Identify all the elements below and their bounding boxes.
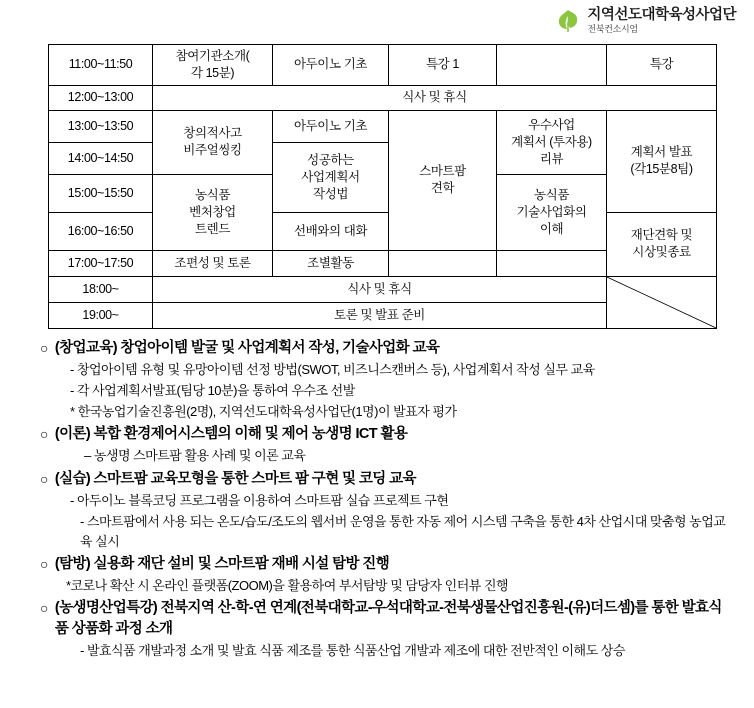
cell-agritech-understanding: [497, 174, 607, 250]
cell-meal-rest-2: 식사 및 휴식: [153, 276, 607, 302]
outline-subline: *코로나 확산 시 온라인 플랫폼(ZOOM)을 활용하여 부서탐방 및 담당자 인터뷰 진행: [66, 578, 509, 594]
cell-success-line3: 작성법: [312, 186, 349, 201]
outline-heading: [40, 554, 730, 575]
cell-excellent-line3: 리뷰: [539, 151, 564, 166]
outline-subline: - 각 사업계획서발표(팀당 10분)을 통하여 우수조 선발: [70, 383, 355, 399]
cell-intro-line2: 각 15분): [190, 65, 235, 80]
cell-success-line1: 성공하는: [307, 152, 354, 167]
cell-time: 14:00~14:50: [49, 142, 153, 174]
circle-bullet-icon: ○: [40, 556, 48, 573]
cell-foundation-line2: 시상및종료: [632, 245, 691, 260]
program-description-list: [40, 338, 730, 663]
cell-time: 12:00~13:00: [49, 85, 153, 110]
cell-team-discussion: 조편성 및 토론: [153, 250, 273, 276]
logo-text-block: [587, 8, 736, 35]
organization-logo: [555, 8, 736, 35]
cell-agritech-line3: 이해: [539, 221, 564, 236]
circle-bullet-icon: ○: [40, 426, 48, 443]
cell-team-activity: 조별활동: [273, 250, 389, 276]
cell-agri-line3: 트렌드: [194, 221, 231, 236]
cell-arduino-basic-1: 아두이노 기초: [273, 45, 389, 86]
circle-bullet-icon: ○: [40, 600, 48, 617]
logo-title: 지역선도대학육성사업단: [587, 7, 736, 23]
outline-title: (실습) 스마트팜 교육모형을 통한 스마트 팜 구현 및 코딩 교육: [54, 470, 416, 487]
outline-subline: - 창업아이템 유형 및 유망아이템 선정 방법(SWOT, 비즈니스캔버스 등), 사업계획서 작성 실무 교육: [70, 362, 595, 378]
table-row: [49, 85, 717, 110]
cell-discussion-prep: 토론 및 발표 준비: [153, 302, 607, 328]
table-row: [49, 110, 717, 142]
schedule-table-container: [48, 44, 716, 329]
cell-special-empty: [497, 45, 607, 86]
outline-subline: * 한국농업기술진흥원(2명), 지역선도대학육성사업단(1명)이 발표자 평가: [70, 404, 457, 420]
cell-agri-line2: 벤처창업: [189, 204, 236, 219]
list-item: [40, 598, 730, 661]
cell-time: 18:00~: [49, 276, 153, 302]
outline-title: (농생명산업특강) 전북지역 산-학-연 연계(전북대학교-우석대학교-전북생물산업진흥원-(유)더드셈)를 통한 발효식품 상품화 과정 소개: [54, 600, 722, 638]
cell-time: 16:00~16:50: [49, 212, 153, 250]
list-item: [40, 554, 730, 596]
cell-time: 15:00~15:50: [49, 174, 153, 212]
leaf-logo-icon: [555, 8, 581, 34]
cell-creative-line2: 비주얼씽킹: [183, 143, 242, 158]
cell-foundation-tour-award: [607, 212, 717, 276]
cell-creative-thinking: [153, 110, 273, 174]
cell-special: 특강: [607, 45, 717, 86]
outline-subline: – 농생명 스마트팜 활용 사례 및 이론 교육: [84, 448, 306, 464]
cell-creative-line1: 창의적사고: [183, 126, 242, 141]
circle-bullet-icon: ○: [40, 470, 48, 487]
cell-agritech-line1: 농식품: [533, 187, 570, 202]
table-row: [49, 212, 717, 250]
list-item: [40, 469, 730, 552]
cell-empty-2: [497, 250, 607, 276]
cell-arduino-basic-2: 아두이노 기초: [273, 110, 389, 142]
outline-title: (이론) 복합 환경제어시스템의 이해 및 제어 농생명 ICT 활용: [54, 426, 408, 443]
cell-empty-1: [389, 250, 497, 276]
cell-time: 11:00~11:50: [49, 45, 153, 86]
list-item: [40, 424, 730, 466]
outline-subline: - 스마트팜에서 사용 되는 온도/습도/조도의 웹서버 운영을 통한 자동 제어 시스템 구축을 통한 4차 산업시대 맞춤형 농업교육 실시: [80, 513, 726, 549]
cell-plan-present-line1: 계획서 발표: [630, 145, 693, 160]
cell-intro-line1: 참여기관소개(: [175, 49, 250, 63]
outline-title: (탐방) 실용화 재단 설비 및 스마트팜 재배 시설 탐방 진행: [54, 556, 390, 573]
table-row: [49, 276, 717, 302]
cell-time: 19:00~: [49, 302, 153, 328]
schedule-table: [48, 44, 717, 329]
cell-special-1: 특강 1: [389, 45, 497, 86]
cell-excellent-line2: 계획서 (투자용): [511, 134, 592, 149]
cell-smartfarm-line1: 스마트팜: [419, 164, 466, 179]
cell-agri-venture-trend: [153, 174, 273, 250]
list-item: [40, 338, 730, 422]
circle-bullet-icon: ○: [40, 340, 48, 356]
outline-heading: [40, 338, 730, 359]
cell-plan-present-line2: (각15분8팀): [630, 162, 693, 177]
cell-senior-talk: 선배와의 대화: [273, 212, 389, 250]
cell-smartfarm-tour: [389, 110, 497, 250]
cell-excellent-line1: 우수사업: [528, 117, 575, 132]
outline-heading: [40, 598, 730, 640]
cell-meal-rest-1: 식사 및 휴식: [153, 85, 717, 110]
outline-subline: - 발효식품 개발과정 소개 및 발효 식품 제조를 통한 식품산업 개발과 제조에 대한 전반적인 이해도 상승: [80, 643, 625, 659]
cell-excellent-plan-review: [497, 110, 607, 174]
cell-smartfarm-line2: 견학: [430, 181, 455, 196]
cell-agritech-line2: 기술사업화의: [516, 204, 587, 219]
outline-subline: - 아두이노 블록코딩 프로그램을 이용하여 스마트팜 실습 프로젝트 구현: [70, 492, 449, 508]
cell-plan-presentation: [607, 110, 717, 212]
cell-time: 13:00~13:50: [49, 110, 153, 142]
outline-heading: [40, 424, 730, 445]
cell-foundation-line1: 재단견학 및: [630, 228, 693, 243]
outline-title: (창업교육) 창업아이템 발굴 및 사업계획서 작성, 기술사업화 교육: [54, 340, 440, 356]
cell-agri-line1: 농식품: [194, 187, 231, 202]
cell-success-plan-writing: [273, 142, 389, 212]
logo-subtitle: 전북컨소시엄: [587, 23, 638, 34]
cell-diagonal-slash: [607, 276, 717, 328]
outline-heading: [40, 469, 730, 490]
cell-time: 17:00~17:50: [49, 250, 153, 276]
table-row: [49, 45, 717, 86]
cell-success-line2: 사업계획서: [301, 169, 360, 184]
cell-intro: [153, 45, 273, 86]
